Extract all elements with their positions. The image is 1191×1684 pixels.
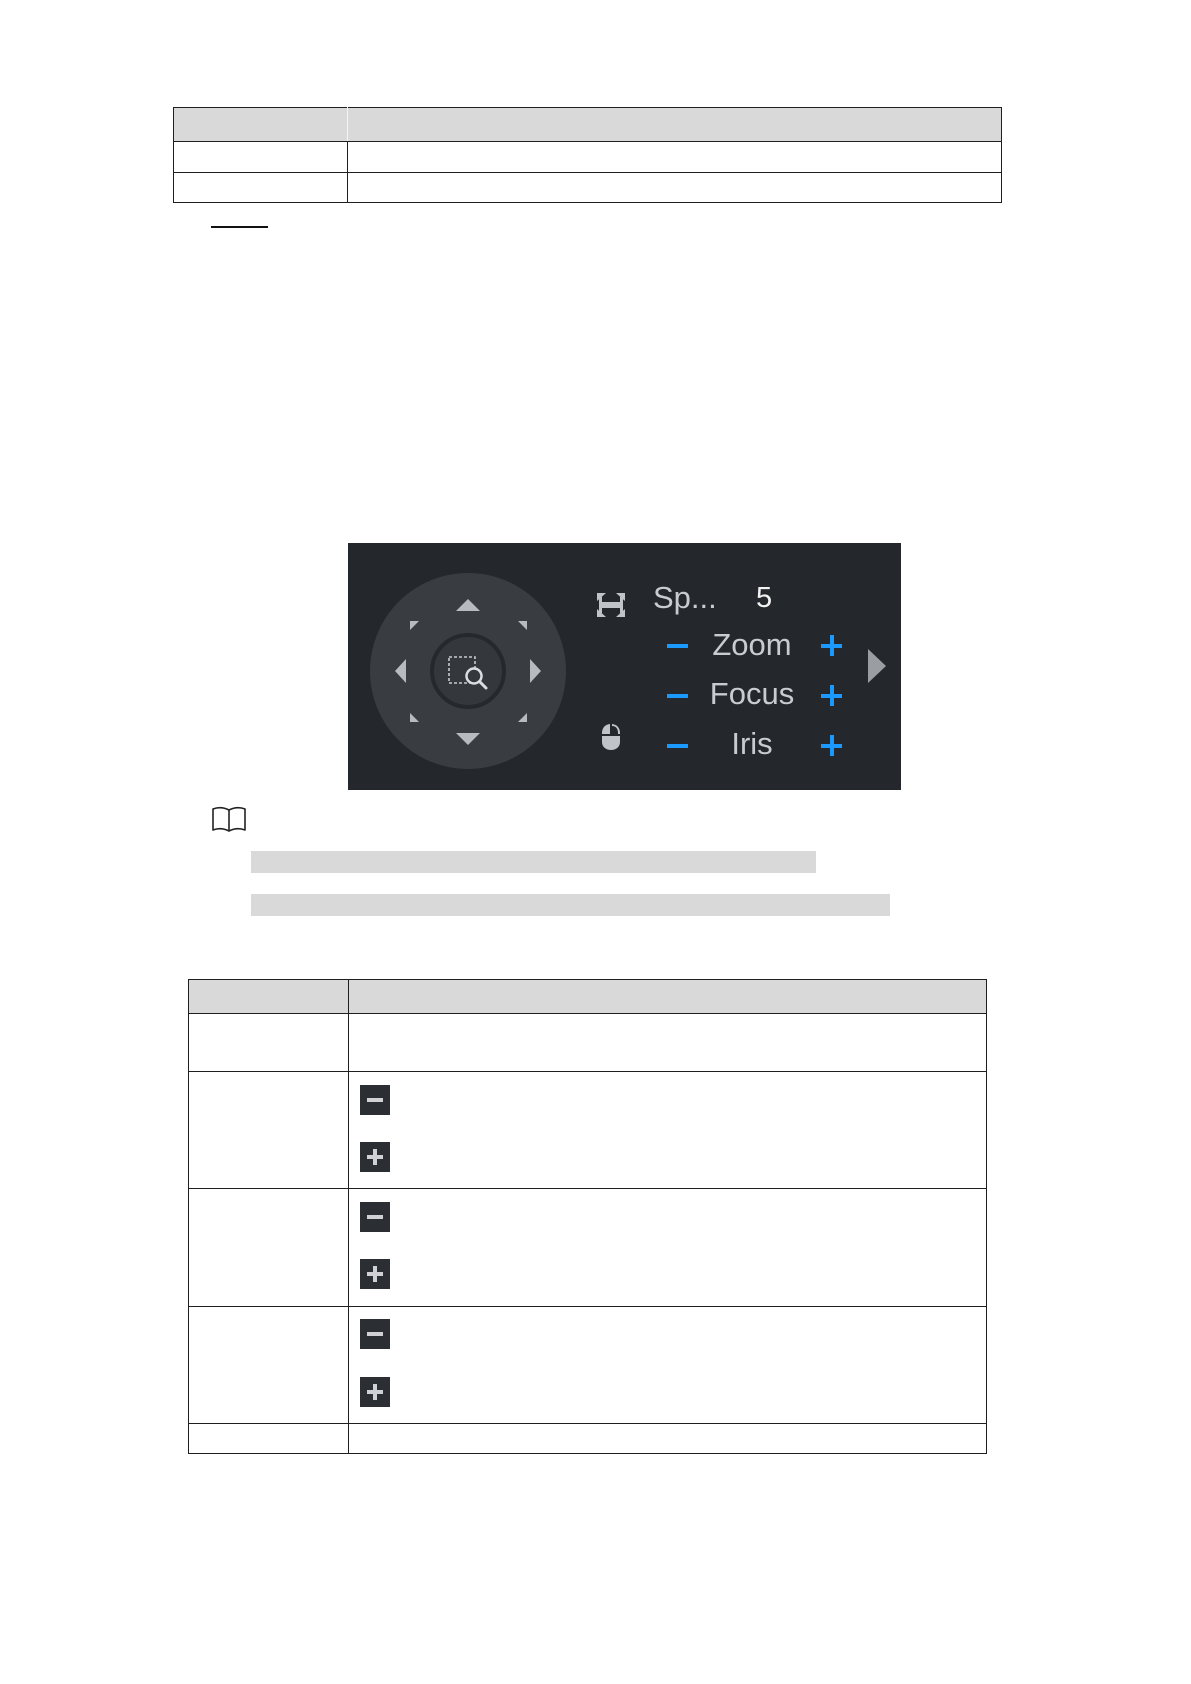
minus-square-icon	[360, 1319, 390, 1349]
table-row	[174, 173, 1002, 203]
expand-arrow-icon[interactable]	[866, 647, 888, 685]
note-line-highlight	[251, 894, 890, 916]
table-header-cell	[348, 108, 1002, 142]
table-header-cell	[174, 108, 348, 142]
parameter-table	[188, 979, 987, 1454]
table-cell	[348, 173, 1002, 203]
table-row	[189, 1189, 987, 1307]
direction-pad-graphic	[370, 573, 566, 769]
table-cell	[349, 1307, 987, 1424]
table-row	[174, 142, 1002, 173]
table-header-row	[174, 108, 1002, 142]
iris-label: Iris	[731, 726, 773, 761]
mouse-icon[interactable]	[601, 723, 621, 751]
table-cell	[348, 142, 1002, 173]
table-row	[189, 1072, 987, 1189]
table-cell	[189, 1072, 349, 1189]
table-header-cell	[189, 980, 349, 1014]
step-underline	[211, 226, 268, 228]
speed-label: Sp...	[653, 580, 717, 615]
speed-value[interactable]: 5	[756, 582, 773, 614]
note-book-icon	[211, 805, 247, 833]
table-row	[189, 1307, 987, 1424]
table-header-cell	[349, 980, 987, 1014]
zoom-plus-button[interactable]	[821, 635, 842, 656]
table-row	[189, 1424, 987, 1454]
note-line-highlight	[251, 851, 816, 873]
focus-label: Focus	[709, 676, 795, 711]
iris-plus-button[interactable]	[821, 735, 842, 756]
focus-plus-button[interactable]	[821, 685, 842, 706]
table-cell	[349, 1072, 987, 1189]
table-header-row	[189, 980, 987, 1014]
plus-square-icon	[360, 1142, 390, 1172]
focus-minus-button[interactable]	[667, 694, 688, 698]
iris-minus-button[interactable]	[667, 744, 688, 748]
table-cell	[189, 1424, 349, 1454]
minus-square-icon	[360, 1202, 390, 1232]
table-row	[189, 1014, 987, 1072]
table-cell	[174, 142, 348, 173]
table-cell	[349, 1424, 987, 1454]
ptz-control-panel	[348, 543, 901, 790]
table-cell	[349, 1189, 987, 1307]
zoom-label: Zoom	[712, 627, 792, 662]
fullscreen-icon[interactable]	[596, 592, 626, 618]
table-cell	[189, 1014, 349, 1072]
plus-square-icon	[360, 1377, 390, 1407]
zoom-minus-button[interactable]	[667, 644, 688, 648]
table-cell	[349, 1014, 987, 1072]
table-cell	[174, 173, 348, 203]
direction-pad	[370, 573, 566, 769]
table-cell	[189, 1189, 349, 1307]
top-table	[173, 107, 1002, 203]
minus-square-icon	[360, 1085, 390, 1115]
plus-square-icon	[360, 1259, 390, 1289]
table-cell	[189, 1307, 349, 1424]
